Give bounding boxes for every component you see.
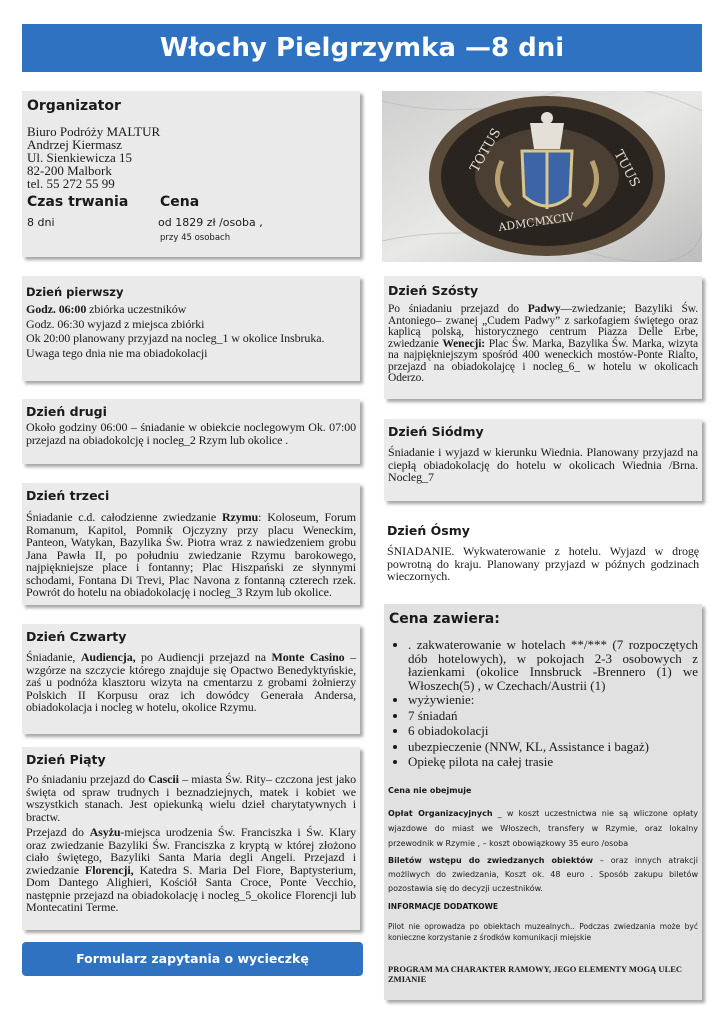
day7-text: Śniadanie i wyjazd w kierunku Wiednia. Planowany przyjazd na ciepłą obiadokolację do hotelu w okolicach Wiednia /Brna. Nocleg_7 [388, 445, 698, 484]
day1-text [26, 303, 356, 359]
day8-box [384, 519, 702, 589]
day5-box [22, 747, 360, 930]
day2-heading: Dzień drugi [26, 404, 107, 419]
fee-text: Opłat Organizacyjnych _ w koszt uczestnictwa nie są wliczone opłaty wjazdowe do miast we Włoszech, transfery w Rzymie, oraz lokalny przewodnik w Rzymie , – koszt obowiązkowy 35 euro /osoba [388, 809, 698, 848]
day1-line2: Godz. 06:30 wyjazd z miejsca zbiórki [26, 316, 205, 331]
list-item: • 7 śniadań [408, 708, 698, 724]
day1-box [22, 276, 360, 381]
day3-box [22, 483, 360, 605]
day5-text [26, 773, 356, 914]
inscription-bottom: ADMCMXCIV [497, 210, 575, 234]
duration-value: 8 dni [27, 216, 55, 229]
excluded-heading: Cena nie obejmuje [388, 786, 472, 795]
price-value: od 1829 zł /osoba , [158, 216, 263, 229]
address-line: tel. 55 272 55 99 [27, 176, 115, 191]
rome-bold: Rzymu [221, 510, 259, 524]
duration-heading: Czas trwania [27, 194, 129, 210]
list-item: • wyżywienie: [408, 692, 698, 708]
includes-list [388, 638, 698, 770]
includes-heading: Cena zawiera: [389, 611, 500, 627]
day2-text: Około godziny 06:00 – śniadanie w obiekcie noclegowym Ok. 07:00 przejazd na obiadokolcję i nocleg_2 Rzym lub okolice . [26, 420, 356, 447]
day6-text: Po śniadaniu przejazd do Padwy—zwiedzanie; Bazyliki Św. Antoniego– zwanej „Cudem Padwy” z sarkofagiem świętego oraz kaplicą polską, historycznego centrum Piazza Delle Erbe, zwiedzanie Wenecji: Plac Św. Marka, Bazylika Św. Marka, wizyta na najpiękniejszym spośród 400 weneckich mostów-Ponte Rialto, przejazd na obiadokolajcę i nocleg_6_ w hotelu w okolicach Oderzo. [388, 303, 698, 384]
day1-line3: Ok 20:00 planowany przyjazd na nocleg_1 w okolice Insbruka. [26, 331, 325, 345]
day1-heading: Dzień pierwszy [26, 285, 124, 299]
day2-box [22, 399, 360, 464]
inquiry-form-button[interactable]: Formularz zapytania o wycieczkę [22, 942, 363, 976]
day6-heading: Dzień Szósty [388, 283, 479, 298]
day3-heading: Dzień trzeci [26, 488, 110, 503]
day3-text: Śniadanie c.d. całodzienne zwiedzanie Rzymu: Koloseum, Forum Romanum, Kapitol, Pomnik Ojczyzny przy placu Weneckim, Panteon, Watykan, Bazylika Św. Piotra wraz z nawiedzeniem grobu Jana Pawła II, po południu zwiedzanie Rzymu barokowego, najpiękniejsze place i fontanny; Plac Hiszpański ze słynnymi schodami, Fontana Di Trevi, Plac Navona z fontanną czterech rzek. Powrót do hotelu na obiadokolację i nocleg_3 Rzym lub okolice. [26, 510, 356, 599]
day7-box [384, 419, 702, 501]
day7-heading: Dzień Siódmy [388, 424, 484, 439]
day8-text: ŚNIADANIE. Wykwaterowanie z hotelu. Wyjazd w drogę powrotną do kraju. Planowany przyjazd w późnych godzinach wieczornych. [387, 544, 699, 583]
day5-p1: Po śniadaniu przejazd do Cascii – miasta Św. Rity– czczona jest jako święta od spraw trudnych i beznadziejnych, matek i kobiet we wszystkich stanach. Jest opiekunką wielu dzieł charytatywnych i bractw. [26, 772, 356, 824]
page-title: Włochy Pielgrzymka —8 dni [22, 24, 702, 72]
inscription-right: TUUS [610, 147, 643, 190]
price-heading: Cena [160, 194, 200, 210]
includes-box [384, 604, 702, 1000]
day6-box [384, 276, 702, 399]
info-text: Pilot nie oprowadza po obiektach muzealnych.. Podczas zwiedzania może być konieczne korzystanie z środków komunikacji miejskie [388, 922, 698, 942]
list-item: • Opiekę pilota na całej trasie [408, 754, 698, 770]
address-line: Ul. Sienkiewicza 15 [27, 150, 133, 165]
list-item: • 6 obiadokolacji [408, 723, 698, 739]
list-item: • . zakwaterowanie w hotelach **/*** (7 rozpoczętych dób hotelowych), w pokojach 2-3 osobowych z łazienkami (okolice Innsbruck -Brennero (1) we Włoszech(5) , w Czechach/Austrii (1) [408, 638, 698, 692]
info-heading: INFORMACJE DODATKOWE [388, 902, 499, 911]
day1-text1: zbiórka uczestników [86, 302, 187, 316]
day1-line4: Uwaga tego dnia nie ma obiadokolacji [26, 345, 208, 360]
tickets-text: Biletów wstępu do zwiedzanych obiektów – oraz innych atrakcji możliwych do zwiedzania, Koszt ok. 48 euro . Sposób zakupu biletów pozostawia się do decyzji uczestników. [388, 856, 698, 893]
organizer-address [27, 125, 160, 190]
day5-heading: Dzień Piąty [26, 752, 106, 767]
mosaic-photo [382, 91, 702, 262]
address-line: Biuro Podróży MALTUR [27, 124, 161, 139]
day4-heading: Dzień Czwarty [26, 629, 127, 644]
mosaic-image [382, 91, 702, 262]
day1-time: Godz. 06:00 [26, 302, 87, 316]
day5-p2: Przejazd do Asyżu-miejsca urodzenia Św. Franciszka i Św. Klary oraz zwiedzanie Bazyliki Św. Franciszka z kryptą w której złożono ciało świętego, Bazyliki Santa Maria degli Angeli. Przejazd i zwiedzanie Florencji, Katedra S. Maria Del Fiore, Baptysterium, Dom Dantego Alighieri, Kościół Santa Croce, Ponte Vecchio, następnie przejazd na obiadokolację i nocleg_5_okolice Florencji lub Montecatini Terme. [26, 825, 357, 914]
address-line: 82-200 Malbork [27, 163, 112, 178]
organizer-box [22, 91, 360, 257]
day4-box [22, 624, 360, 734]
day8-heading: Dzień Ósmy [387, 523, 470, 538]
inscription-left: TOTUS [467, 126, 505, 175]
organizer-heading: Organizator [27, 98, 121, 114]
list-item: • ubezpieczenie (NNW, KL, Assistance i bagaż) [408, 739, 698, 755]
day4-text: Śniadanie, Audiencja, po Audiencji przejazd na Monte Casino –wzgórze na szczycie którego znajduje się Opactwo Benedyktyńskie, zaś u podnóża klasztoru wizyta na cmentarzu z grobami żołnierzy Polskich II Korpusu oraz ich dowódcy Generała Andersa, obiadokolacja i nocleg w hotelu, okolice Rzymu. [26, 650, 356, 714]
program-note: PROGRAM MA CHARAKTER RAMOWY, JEGO ELEMENTY MOGĄ ULEC ZMIANIE [388, 964, 683, 984]
price-note: przy 45 osobach [160, 233, 231, 243]
address-line: Andrzej Kiermasz [27, 137, 122, 152]
